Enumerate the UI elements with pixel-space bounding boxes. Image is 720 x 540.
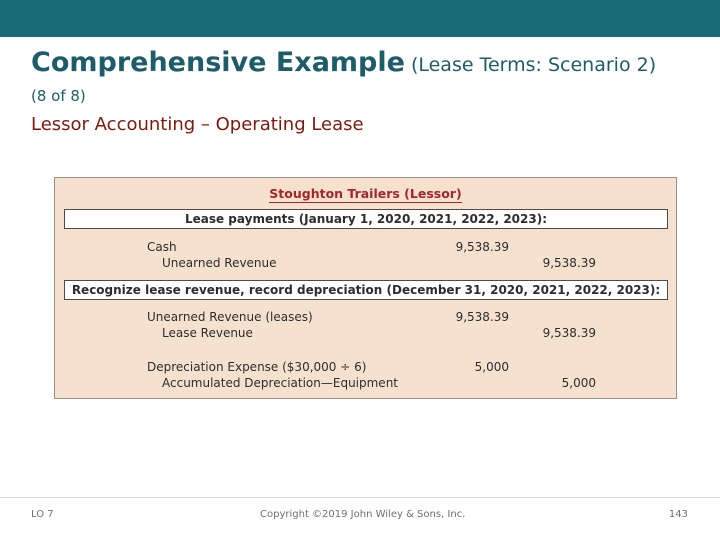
credit-amount: 9,538.39: [542, 256, 596, 270]
account-name: Depreciation Expense ($30,000 ÷ 6): [147, 360, 367, 374]
debit-amount: 5,000: [474, 360, 509, 374]
journal-row: [55, 326, 676, 341]
slide-subtitle: Lessor Accounting – Operating Lease: [31, 114, 364, 135]
journal-row: [55, 376, 676, 391]
title-main: Comprehensive Example: [31, 47, 405, 78]
top-banner: [0, 0, 720, 37]
footer-page-number: 143: [668, 509, 688, 520]
debit-amount: 9,538.39: [455, 310, 509, 324]
account-name: Accumulated Depreciation—Equipment: [162, 376, 399, 390]
footer-divider: [0, 497, 720, 498]
account-name: Unearned Revenue: [162, 256, 277, 270]
account-name: Unearned Revenue (leases): [147, 310, 313, 324]
slide-page-count: (8 of 8): [31, 87, 86, 105]
title-scenario: (Lease Terms: Scenario 2): [410, 54, 657, 76]
journal-row: [55, 240, 676, 255]
debit-amount: 9,538.39: [455, 240, 509, 254]
credit-amount: 9,538.39: [542, 326, 596, 340]
account-name: Lease Revenue: [162, 326, 253, 340]
journal-row: [55, 310, 676, 325]
journal-entries-panel: [54, 177, 677, 399]
footer-copyright: Copyright ©2019 John Wiley & Sons, Inc.: [260, 509, 466, 520]
section-header-lease-payments: Lease payments (January 1, 2020, 2021, 2022, 2023):: [64, 209, 668, 229]
account-name: Cash: [147, 240, 177, 254]
footer-learning-objective: LO 7: [31, 509, 54, 520]
slide-title: [31, 47, 656, 78]
credit-amount: 5,000: [561, 376, 596, 390]
panel-title: Stoughton Trailers (Lessor): [269, 186, 462, 201]
journal-row: [55, 360, 676, 375]
section-header-recognize-revenue: Recognize lease revenue, record depreciation (December 31, 2020, 2021, 2022, 2023):: [64, 280, 668, 300]
journal-row: [55, 256, 676, 271]
